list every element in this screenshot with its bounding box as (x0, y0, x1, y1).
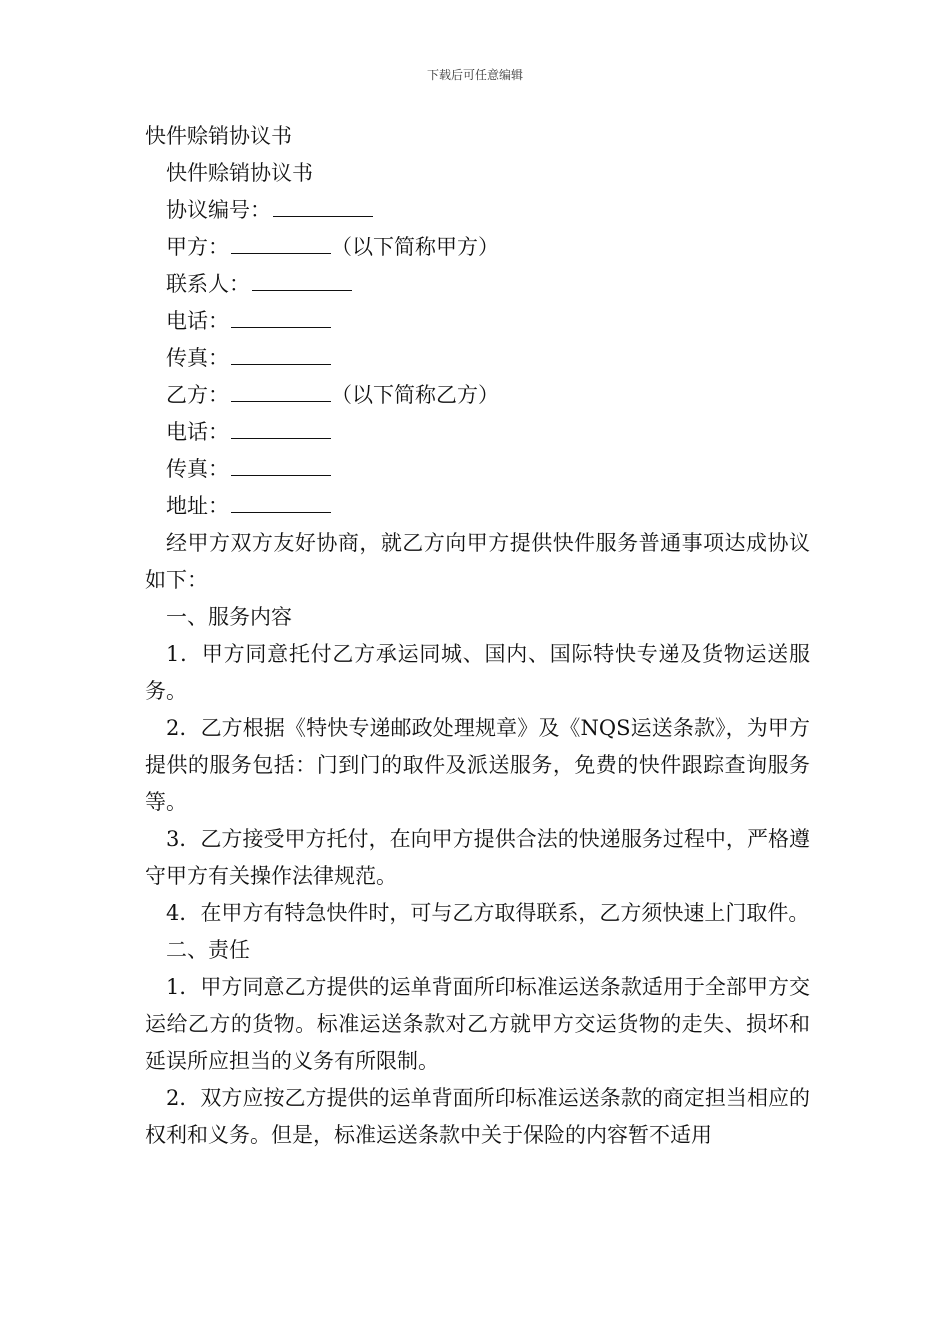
party-a-label: 甲方： (166, 235, 229, 259)
liability-item-1: 1．甲方同意乙方提供的运单背面所印标准运送条款适用于全部甲方交运给乙方的货物。标准运送条款对乙方就甲方交运货物的走失、损坏和延误所应担当的义务有所限制。 (145, 975, 810, 1073)
party-a-contact-blank (252, 266, 352, 291)
liability-item-2: 2．双方应按乙方提供的运单背面所印标准运送条款的商定担当相应的权利和义务。但是，标准运送条款中关于保险的内容暂不适用 (145, 1086, 810, 1147)
party-b-fax-label: 传真： (166, 457, 229, 481)
party-b-phone-field (145, 414, 810, 451)
party-b-blank (231, 377, 331, 402)
party-a-field (145, 229, 810, 266)
party-a-suffix: （以下简称甲方） (331, 235, 499, 259)
party-b-field (145, 377, 810, 414)
party-a-contact-field (145, 266, 810, 303)
agreement-number-blank (273, 192, 373, 217)
party-a-contact-label: 联系人： (166, 272, 250, 296)
intro-paragraph: 经甲方双方友好协商，就乙方向甲方提供快件服务普通事项达成协议如下： (145, 531, 810, 592)
party-b-address-label: 地址： (166, 494, 229, 518)
party-a-fax-blank (231, 340, 331, 365)
section-heading-service: 一、服务内容 (166, 605, 292, 629)
party-b-address-field (145, 488, 810, 525)
service-item-2: 2．乙方根据《特快专递邮政处理规章》及《NQS运送条款》，为甲方提供的服务包括：门到门的取件及派送服务，免费的快件跟踪查询服务等。 (145, 716, 810, 814)
service-item-4: 4．在甲方有特急快件时，可与乙方取得联系，乙方须快速上门取件。 (166, 901, 810, 925)
party-a-phone-label: 电话： (166, 309, 229, 333)
agreement-number-field (145, 192, 810, 229)
agreement-number-label: 协议编号： (166, 198, 271, 222)
party-a-phone-blank (231, 303, 331, 328)
party-b-suffix: （以下简称乙方） (331, 383, 499, 407)
party-b-phone-label: 电话： (166, 420, 229, 444)
party-b-fax-blank (231, 451, 331, 476)
party-b-phone-blank (231, 414, 331, 439)
service-item-3: 3．乙方接受甲方托付，在向甲方提供合法的快递服务过程中，严格遵守甲方有关操作法律规范。 (145, 827, 810, 888)
party-a-fax-field (145, 340, 810, 377)
party-a-phone-field (145, 303, 810, 340)
party-b-address-blank (231, 488, 331, 513)
party-b-fax-field (145, 451, 810, 488)
document-title: 快件赊销协议书 (145, 124, 292, 148)
page-header-note: 下载后可任意编辑 (426, 68, 523, 82)
party-a-fax-label: 传真： (166, 346, 229, 370)
document-body (145, 118, 810, 1154)
party-a-blank (231, 229, 331, 254)
document-subtitle: 快件赊销协议书 (166, 161, 313, 185)
section-heading-liability: 二、责任 (166, 938, 250, 962)
party-b-label: 乙方： (166, 383, 229, 407)
service-item-1: 1．甲方同意托付乙方承运同城、国内、国际特快专递及货物运送服务。 (145, 642, 810, 703)
